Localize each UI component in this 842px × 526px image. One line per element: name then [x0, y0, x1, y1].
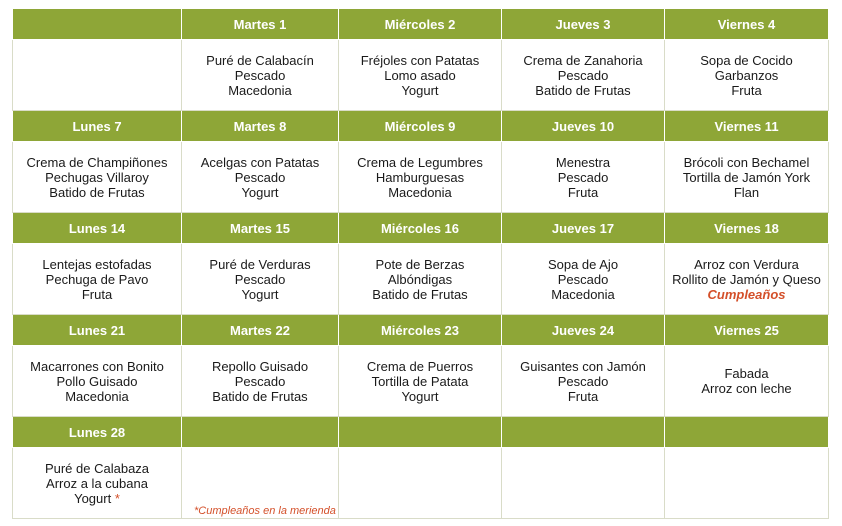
menu-dish	[502, 359, 664, 374]
menu-dish	[665, 53, 828, 68]
menu-dish	[182, 374, 338, 389]
menu-dish-text: Pescado	[234, 169, 286, 185]
menu-dish-text: Tortilla de Jamón York	[682, 169, 811, 185]
menu-dish	[182, 68, 338, 83]
menu-dish	[339, 185, 501, 200]
menu-body	[13, 9, 829, 519]
week-header-row	[13, 213, 829, 244]
menu-dish	[502, 53, 664, 68]
menu-dish	[339, 83, 501, 98]
week-menu-row	[13, 244, 829, 315]
menu-dish-text: Yogurt	[241, 184, 279, 200]
empty-day-header	[339, 417, 502, 448]
menu-dish-text: Batido de Frutas	[535, 82, 631, 98]
menu-dish	[339, 155, 501, 170]
menu-dish	[665, 185, 828, 200]
day-header: Viernes 18	[665, 213, 829, 244]
menu-dish	[665, 83, 828, 98]
day-menu-cell	[665, 346, 829, 417]
day-header: Viernes 25	[665, 315, 829, 346]
empty-day-header	[182, 417, 339, 448]
menu-dish-text: Pollo Guisado	[56, 373, 138, 389]
menu-dish-text: Yogurt	[74, 490, 112, 506]
menu-dish	[339, 374, 501, 389]
menu-dish	[339, 53, 501, 68]
menu-dish	[182, 272, 338, 287]
menu-dish-text: Pechugas Villaroy	[45, 169, 149, 185]
menu-dish	[182, 53, 338, 68]
birthday-footnote: *Cumpleaños en la merienda	[194, 505, 336, 517]
menu-dish	[13, 476, 181, 491]
menu-dish-text: Guisantes con Jamón	[520, 358, 646, 374]
day-header: Miércoles 2	[339, 9, 502, 40]
day-header: Martes 1	[182, 9, 339, 40]
menu-dish	[13, 170, 181, 185]
week-header-row	[13, 417, 829, 448]
menu-dish-text: Menestra	[555, 154, 611, 170]
menu-dish-text: Sopa de Ajo	[547, 256, 619, 272]
empty-day-cell	[665, 448, 829, 519]
menu-dish	[13, 374, 181, 389]
menu-dish	[665, 155, 828, 170]
menu-dish-text: Pescado	[557, 169, 609, 185]
menu-dish	[13, 461, 181, 476]
day-menu-cell	[502, 40, 665, 111]
menu-dish-text: Macedonia	[228, 82, 292, 98]
day-menu-cell	[13, 346, 182, 417]
empty-day-cell	[339, 448, 502, 519]
menu-dish	[13, 257, 181, 272]
empty-day-cell	[13, 40, 182, 111]
day-header: Jueves 17	[502, 213, 665, 244]
day-header: Jueves 10	[502, 111, 665, 142]
menu-dish	[13, 272, 181, 287]
lunch-menu-table	[12, 8, 829, 519]
menu-dish-text: Pescado	[557, 373, 609, 389]
menu-dish	[182, 155, 338, 170]
menu-dish	[182, 170, 338, 185]
day-menu-cell	[339, 142, 502, 213]
menu-dish-text: Macedonia	[388, 184, 452, 200]
menu-dish	[339, 287, 501, 302]
menu-dish-text: Fabada	[724, 366, 769, 381]
day-header: Martes 8	[182, 111, 339, 142]
week-menu-row	[13, 448, 829, 519]
menu-dish	[502, 257, 664, 272]
menu-dish-text: Pescado	[557, 271, 609, 287]
menu-dish-text: Repollo Guisado	[211, 358, 309, 374]
menu-dish	[13, 287, 181, 302]
menu-dish	[13, 359, 181, 374]
day-menu-cell	[182, 142, 339, 213]
day-header: Martes 15	[182, 213, 339, 244]
week-menu-row	[13, 142, 829, 213]
day-menu-cell	[665, 142, 829, 213]
menu-dish-text: Tortilla de Patata	[371, 373, 469, 389]
menu-dish-text: Lentejas estofadas	[42, 256, 152, 272]
day-menu-cell	[665, 244, 829, 315]
day-menu-cell	[339, 40, 502, 111]
menu-dish	[502, 287, 664, 302]
menu-dish	[182, 389, 338, 404]
menu-dish-text: Pescado	[234, 373, 286, 389]
menu-dish-text: Puré de Verduras	[209, 256, 311, 272]
menu-dish-text: Garbanzos	[714, 67, 779, 83]
menu-dish	[182, 185, 338, 200]
menu-dish	[182, 83, 338, 98]
menu-dish-text: Macedonia	[551, 286, 615, 302]
menu-dish	[339, 272, 501, 287]
empty-day-header	[665, 417, 829, 448]
menu-dish-text: Flan	[733, 184, 760, 200]
day-header: Jueves 24	[502, 315, 665, 346]
menu-dish	[665, 272, 828, 287]
menu-dish	[339, 68, 501, 83]
menu-dish	[182, 287, 338, 302]
menu-dish-text: Fruta	[567, 184, 599, 200]
birthday-label: Cumpleaños	[707, 286, 786, 302]
menu-dish	[13, 185, 181, 200]
menu-dish-text: Rollito de Jamón y Queso	[672, 271, 821, 287]
menu-dish	[502, 155, 664, 170]
day-header: Miércoles 23	[339, 315, 502, 346]
menu-dish	[13, 491, 181, 506]
day-menu-cell	[502, 244, 665, 315]
menu-dish	[502, 374, 664, 389]
menu-dish-text: Crema de Zanahoria	[523, 52, 643, 68]
day-menu-cell	[339, 244, 502, 315]
menu-dish-text: Fruta	[567, 388, 599, 404]
day-menu-cell	[182, 244, 339, 315]
menu-dish-text: Crema de Legumbres	[357, 154, 483, 170]
menu-dish-text: Yogurt	[241, 286, 279, 302]
menu-dish-text: Crema de Puerros	[366, 358, 474, 374]
menu-dish-text: Batido de Frutas	[212, 388, 308, 404]
week-menu-row	[13, 40, 829, 111]
menu-dish	[502, 185, 664, 200]
menu-dish	[665, 381, 828, 396]
menu-dish-text: Yogurt	[401, 388, 439, 404]
day-header: Miércoles 9	[339, 111, 502, 142]
menu-dish-text: Pescado	[557, 67, 609, 83]
menu-dish	[665, 366, 828, 381]
menu-dish-text: Puré de Calabaza	[44, 460, 150, 476]
week-header-row	[13, 9, 829, 40]
birthday-asterisk: *	[114, 490, 120, 506]
day-header: Lunes 7	[13, 111, 182, 142]
menu-dish	[665, 170, 828, 185]
menu-dish	[339, 359, 501, 374]
menu-dish-text: Arroz a la cubana	[46, 475, 148, 491]
menu-dish-text: Macedonia	[65, 388, 129, 404]
menu-dish-text: Macarrones con Bonito	[30, 358, 164, 374]
empty-day-header	[13, 9, 182, 40]
menu-dish-text: Hamburguesas	[375, 169, 465, 185]
menu-dish	[502, 68, 664, 83]
day-menu-cell	[182, 346, 339, 417]
empty-day-header	[502, 417, 665, 448]
day-header: Lunes 28	[13, 417, 182, 448]
menu-dish	[339, 389, 501, 404]
menu-dish	[13, 389, 181, 404]
menu-dish	[502, 389, 664, 404]
menu-dish-text: Yogurt	[401, 82, 439, 98]
week-menu-row	[13, 346, 829, 417]
menu-dish-text: Batido de Frutas	[372, 286, 468, 302]
menu-dish-text: Puré de Calabacín	[206, 52, 314, 68]
menu-dish-text: Crema de Champiñones	[26, 154, 168, 170]
day-menu-cell	[182, 40, 339, 111]
day-menu-cell	[339, 346, 502, 417]
menu-dish	[182, 359, 338, 374]
day-header: Viernes 11	[665, 111, 829, 142]
day-menu-cell	[13, 142, 182, 213]
day-menu-cell	[13, 448, 182, 519]
menu-dish	[502, 170, 664, 185]
menu-dish-text: Arroz con Verdura	[694, 256, 799, 272]
menu-dish-text: Albóndigas	[387, 271, 453, 287]
menu-dish-text: Pescado	[234, 271, 286, 287]
menu-dish	[502, 272, 664, 287]
week-header-row	[13, 315, 829, 346]
day-menu-cell	[665, 40, 829, 111]
menu-dish-text: Lomo asado	[384, 67, 456, 83]
menu-dish	[665, 257, 828, 272]
day-header: Martes 22	[182, 315, 339, 346]
menu-dish-text: Arroz con leche	[701, 381, 792, 396]
menu-dish	[339, 170, 501, 185]
menu-dish	[182, 257, 338, 272]
menu-dish	[665, 68, 828, 83]
menu-dish-text: Fruta	[81, 286, 113, 302]
menu-dish-text: Batido de Frutas	[49, 184, 145, 200]
day-header: Lunes 21	[13, 315, 182, 346]
menu-dish	[502, 83, 664, 98]
day-menu-cell	[502, 346, 665, 417]
day-menu-cell	[502, 142, 665, 213]
menu-dish-text: Brócoli con Bechamel	[683, 154, 810, 170]
day-header: Lunes 14	[13, 213, 182, 244]
menu-dish-text: Sopa de Cocido	[700, 52, 793, 68]
day-header: Jueves 3	[502, 9, 665, 40]
day-menu-cell	[13, 244, 182, 315]
menu-dish-text: Pescado	[234, 67, 286, 83]
day-header: Miércoles 16	[339, 213, 502, 244]
menu-dish-text: Pote de Berzas	[375, 256, 465, 272]
menu-dish-text: Fruta	[731, 82, 762, 98]
menu-dish	[339, 257, 501, 272]
menu-dish-text: Fréjoles con Patatas	[360, 52, 480, 68]
menu-dish	[13, 155, 181, 170]
menu-dish-text: Acelgas con Patatas	[200, 154, 320, 170]
week-header-row	[13, 111, 829, 142]
empty-day-cell	[502, 448, 665, 519]
day-header: Viernes 4	[665, 9, 829, 40]
menu-dish-text: Pechuga de Pavo	[45, 271, 149, 287]
